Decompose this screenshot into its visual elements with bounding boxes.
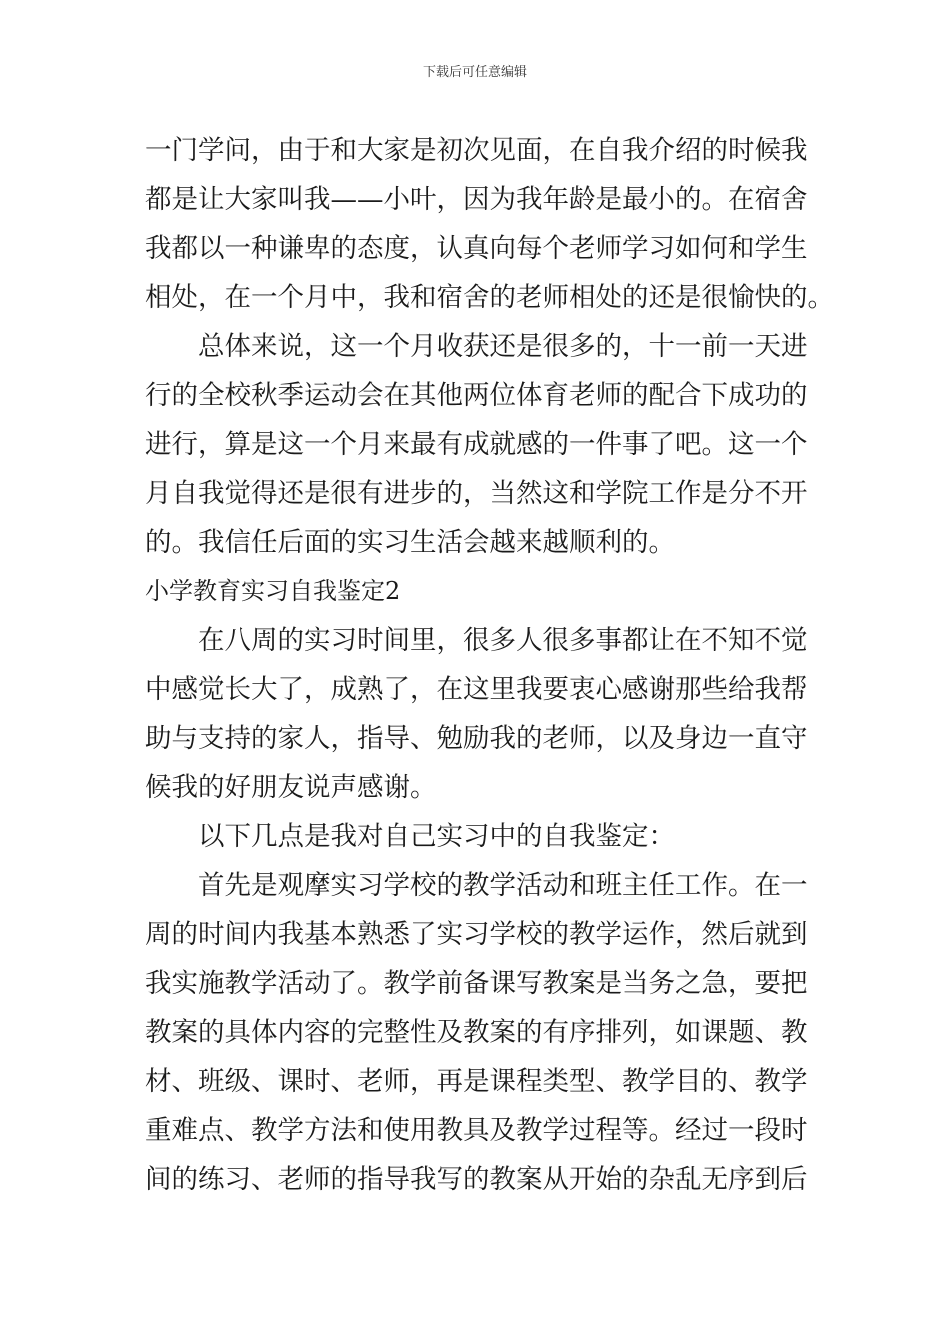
text-line: 材、班级、课时、老师，再是课程类型、教学目的、教学 bbox=[145, 1066, 808, 1097]
text-line: 月自我觉得还是很有进步的，当然这和学院工作是分不开 bbox=[145, 478, 808, 509]
text-line: 我实施教学活动了。教学前备课写教案是当务之急，要把 bbox=[145, 968, 808, 999]
text-line: 周的时间内我基本熟悉了实习学校的教学运作，然后就到 bbox=[145, 919, 808, 950]
text-line: 重难点、教学方法和使用教具及教学过程等。经过一段时 bbox=[145, 1115, 808, 1146]
document-body bbox=[145, 126, 834, 1204]
text-line: 首先是观摩实习学校的教学活动和班主任工作。在一 bbox=[198, 870, 808, 901]
section-heading: 小学教育实习自我鉴定2 bbox=[145, 577, 401, 605]
text-line: 的。我信任后面的实习生活会越来越顺利的。 bbox=[145, 527, 675, 558]
text-line: 间的练习、老师的指导我写的教案从开始的杂乱无序到后 bbox=[145, 1164, 808, 1195]
text-line: 助与支持的家人，指导、勉励我的老师，以及身边一直守 bbox=[145, 723, 808, 754]
text-line: 行的全校秋季运动会在其他两位体育老师的配合下成功的 bbox=[145, 380, 808, 411]
text-line: 进行，算是这一个月来最有成就感的一件事了吧。这一个 bbox=[145, 429, 808, 460]
text-line: 在八周的实习时间里，很多人很多事都让在不知不觉 bbox=[198, 625, 808, 656]
text-line: 候我的好朋友说声感谢。 bbox=[145, 772, 437, 803]
page-header: 下载后可任意编辑 bbox=[422, 65, 527, 80]
text-line: 一门学问，由于和大家是初次见面，在自我介绍的时候我 bbox=[145, 135, 808, 166]
text-line: 总体来说，这一个月收获还是很多的，十一前一天进 bbox=[198, 331, 808, 362]
text-line: 以下几点是我对自己实习中的自我鉴定： bbox=[198, 821, 675, 852]
text-line: 中感觉长大了，成熟了，在这里我要衷心感谢那些给我帮 bbox=[145, 674, 808, 705]
text-line: 相处，在一个月中，我和宿舍的老师相处的还是很愉快的。 bbox=[145, 282, 834, 313]
text-line: 教案的具体内容的完整性及教案的有序排列，如课题、教 bbox=[145, 1017, 808, 1048]
text-line: 我都以一种谦卑的态度，认真向每个老师学习如何和学生 bbox=[145, 233, 808, 264]
text-line: 都是让大家叫我——小叶，因为我年龄是最小的。在宿舍 bbox=[145, 184, 808, 215]
